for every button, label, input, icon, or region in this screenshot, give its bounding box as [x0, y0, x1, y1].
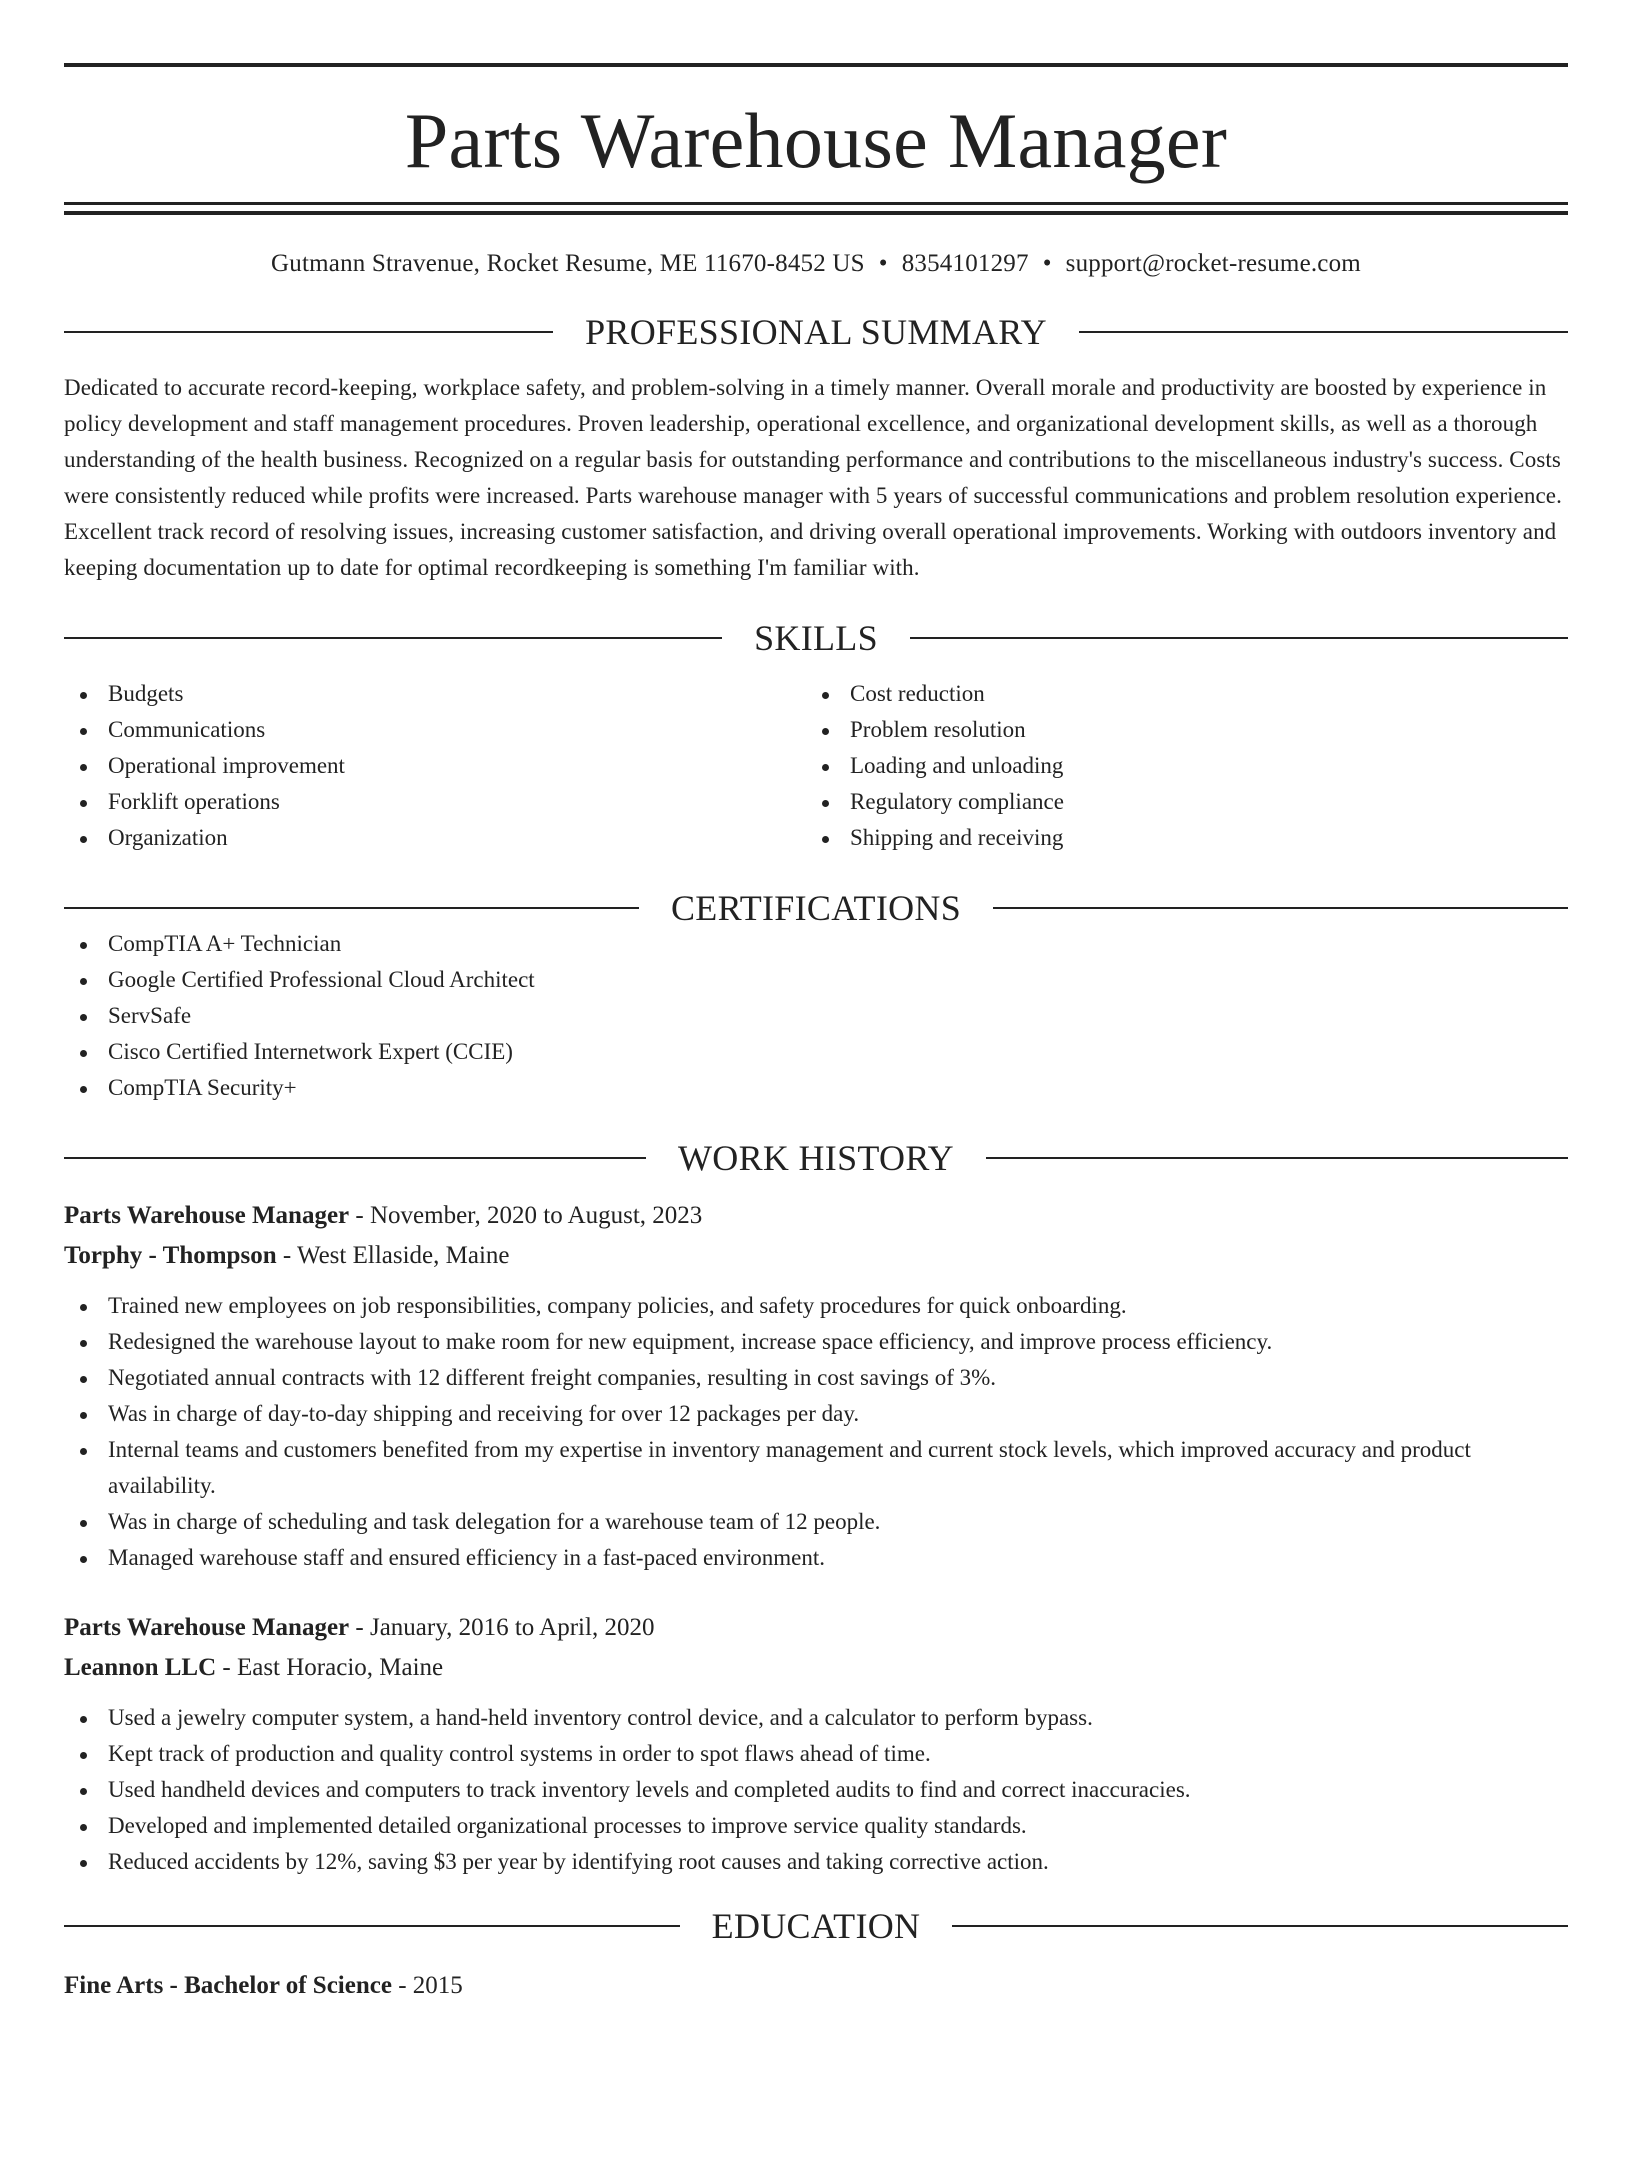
contact-address: Gutmann Stravenue, Rocket Resume, ME 11670-8452 US [271, 250, 865, 277]
job-company-line [64, 1648, 1568, 1688]
heading-rule [64, 1925, 680, 1927]
job-duty: Kept track of production and quality control systems in order to spot flaws ahead of time. [64, 1736, 1568, 1772]
heading-rule [952, 1925, 1568, 1927]
job-entry [64, 1608, 1568, 1880]
certifications-list [64, 926, 1568, 1106]
job-title-line [64, 1196, 1568, 1236]
skill-item: Loading and unloading [806, 748, 1548, 784]
job-duty: Redesigned the warehouse layout to make room for new equipment, increase space efficiency, and improve process efficiency. [64, 1324, 1568, 1360]
heading-rule [64, 907, 639, 909]
job-duty: Developed and implemented detailed organizational processes to improve service quality standards. [64, 1808, 1568, 1844]
job-duty: Managed warehouse staff and ensured efficiency in a fast-paced environment. [64, 1540, 1568, 1576]
resume-page [0, 63, 1632, 2175]
section-heading-skills [64, 620, 1568, 656]
skill-item: Operational improvement [64, 748, 806, 784]
certification-item: Google Certified Professional Cloud Architect [64, 962, 1568, 998]
job-company: Leannon LLC [64, 1654, 217, 1681]
heading-rule [64, 637, 722, 639]
skill-item: Communications [64, 712, 806, 748]
header-double-rule [64, 202, 1568, 215]
section-title: WORK HISTORY [678, 1138, 954, 1178]
job-duty: Internal teams and customers benefited from my expertise in inventory management and current stock levels, which improved accuracy and product availability. [64, 1432, 1568, 1504]
skills-list-right [806, 676, 1548, 856]
skills-grid [64, 676, 1568, 856]
job-location: - East Horacio, Maine [216, 1654, 444, 1681]
section-title: PROFESSIONAL SUMMARY [585, 312, 1047, 352]
skill-item: Forklift operations [64, 784, 806, 820]
section-heading-work-history [64, 1140, 1568, 1176]
contact-separator: • [1042, 250, 1052, 277]
certification-item: Cisco Certified Internetwork Expert (CCIE) [64, 1034, 1568, 1070]
job-duty: Negotiated annual contracts with 12 different freight companies, resulting in cost savings of 3%. [64, 1360, 1568, 1396]
heading-rule [986, 1157, 1568, 1159]
education-year: - 2015 [391, 1972, 463, 1999]
job-company-line [64, 1236, 1568, 1276]
skill-item: Budgets [64, 676, 806, 712]
section-heading-education [64, 1908, 1568, 1944]
summary-text: Dedicated to accurate record-keeping, workplace safety, and problem-solving in a timely manner. Overall morale and productivity are boosted by experience in policy development and staff management procedures. Proven leadership, operational excellence, and organizational development skills, as well as a thorough understanding of the health business. Recognized on a regular basis for outstanding performance and contributions to the miscellaneous industry's success. Costs were consistently reduced while profits were increased. Parts warehouse manager with 5 years of successful communications and problem resolution experience. Excellent track record of resolving issues, increasing customer satisfaction, and driving overall operational improvements. Working with outdoors inventory and keeping documentation up to date for optimal recordkeeping is something I'm familiar with. [64, 375, 1562, 580]
section-title: EDUCATION [711, 1906, 921, 1946]
job-title: Parts Warehouse Manager [64, 1202, 350, 1229]
job-title: Parts Warehouse Manager [64, 1614, 350, 1641]
contact-separator: • [878, 250, 888, 277]
job-company: Torphy - Thompson [64, 1242, 277, 1269]
section-heading-certifications [64, 890, 1568, 926]
skill-item: Problem resolution [806, 712, 1548, 748]
education-degree: Fine Arts - Bachelor of Science [64, 1972, 392, 1999]
job-entry [64, 1196, 1568, 1576]
header-top-rule [64, 63, 1568, 67]
job-duty: Trained new employees on job responsibilities, company policies, and safety procedures for quick onboarding. [64, 1288, 1568, 1324]
job-duty: Used handheld devices and computers to track inventory levels and completed audits to find and correct inaccuracies. [64, 1772, 1568, 1808]
job-duty: Reduced accidents by 12%, saving $3 per year by identifying root causes and taking corrective action. [64, 1844, 1568, 1880]
contact-phone: 8354101297 [901, 250, 1029, 277]
job-duties-list [64, 1288, 1568, 1576]
job-duty: Was in charge of day-to-day shipping and receiving for over 12 packages per day. [64, 1396, 1568, 1432]
skill-item: Regulatory compliance [806, 784, 1548, 820]
contact-line [64, 251, 1568, 276]
job-dates: - January, 2016 to April, 2020 [349, 1614, 655, 1641]
job-duties-list [64, 1700, 1568, 1880]
heading-rule [1079, 331, 1568, 333]
heading-rule [64, 1157, 646, 1159]
contact-email: support@rocket-resume.com [1065, 250, 1361, 277]
job-duty: Used a jewelry computer system, a hand-held inventory control device, and a calculator to perform bypass. [64, 1700, 1568, 1736]
skill-item: Cost reduction [806, 676, 1548, 712]
job-title-line [64, 1608, 1568, 1648]
certification-item: ServSafe [64, 998, 1568, 1034]
certification-item: CompTIA A+ Technician [64, 926, 1568, 962]
skill-item: Shipping and receiving [806, 820, 1548, 856]
section-title: SKILLS [754, 618, 878, 658]
heading-rule [910, 637, 1568, 639]
job-location: - West Ellaside, Maine [276, 1242, 510, 1269]
job-dates: - November, 2020 to August, 2023 [349, 1202, 703, 1229]
section-heading-summary [64, 314, 1568, 350]
heading-rule [993, 907, 1568, 909]
job-duty: Was in charge of scheduling and task delegation for a warehouse team of 12 people. [64, 1504, 1568, 1540]
skill-item: Organization [64, 820, 806, 856]
resume-title: Parts Warehouse Manager [404, 97, 1228, 184]
skills-list-left [64, 676, 806, 856]
section-title: CERTIFICATIONS [670, 888, 962, 928]
education-entry [64, 1966, 1568, 2006]
heading-rule [64, 331, 553, 333]
certification-item: CompTIA Security+ [64, 1070, 1568, 1106]
